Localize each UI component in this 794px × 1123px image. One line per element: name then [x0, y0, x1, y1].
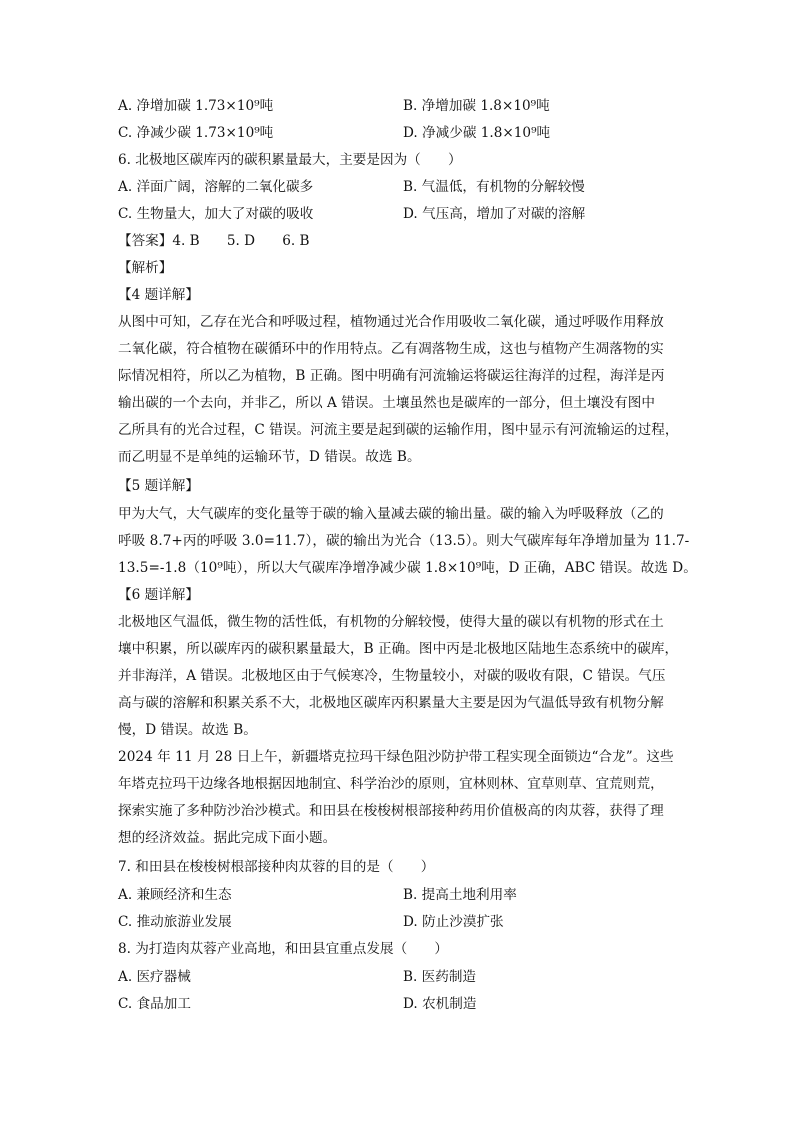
- q4-detail-line: 输出碳的一个去向，并非乙，所以 A 错误。土壤虽然也是碳库的一部分，但土壤没有图中: [118, 395, 656, 411]
- option-q7-b: B. 提高土地利用率: [403, 887, 517, 903]
- q6-detail-line: 北极地区气温低，微生物的活性低，有机物的分解较慢，使得大量的碳以有机物的形式在土: [118, 614, 664, 630]
- q5-detail-line: 甲为大气，大气碳库的变化量等于碳的输入量减去碳的输出量。碳的输入为呼吸释放（乙的: [118, 506, 664, 522]
- option-q5-d: D. 净减少碳 1.8×10⁹吨: [403, 125, 551, 141]
- option-q7-c: C. 推动旅游业发展: [118, 914, 232, 930]
- passage-line: 2024 年 11 月 28 日上午，新疆塔克拉玛干绿色阻沙防护带工程实现全面锁边“合龙”。这些: [118, 749, 674, 765]
- q6-detail-line: 高与碳的溶解和积累关系不大，北极地区碳库丙积累量大主要是因为气温低导致有机物分解: [118, 695, 664, 711]
- option-q6-c: C. 生物量大，加大了对碳的吸收: [118, 206, 314, 222]
- q6-detail-line: 壤中积累，所以碳库丙的碳积累量最大，B 正确。图中丙是北极地区陆地生态系统中的碳库，: [118, 641, 679, 657]
- answer-line: 【答案】4. B 5. D 6. B: [118, 233, 310, 249]
- option-q6-a: A. 洋面广阔，溶解的二氧化碳多: [118, 179, 314, 195]
- q4-detail-line: 际情况相符，所以乙为植物，B 正确。图中明确有河流输运将碳运往海洋的过程，海洋是丙: [118, 368, 665, 384]
- option-q5-c: C. 净减少碳 1.73×10⁹吨: [118, 125, 274, 141]
- option-q6-b: B. 气温低，有机物的分解较慢: [403, 179, 585, 195]
- passage-line: 探索实施了多种防沙治沙模式。和田县在梭梭树根部接种药用价值极高的肉苁蓉，获得了理: [118, 803, 664, 819]
- option-q7-a: A. 兼顾经济和生态: [118, 887, 232, 903]
- q6-detail-heading: 【6 题详解】: [118, 587, 199, 603]
- analysis-heading: 【解析】: [118, 260, 173, 276]
- passage-line: 年塔克拉玛干边缘各地根据因地制宜、科学治沙的原则，宜林则林、宜草则草、宜荒则荒，: [118, 776, 664, 792]
- passage-line: 想的经济效益。据此完成下面小题。: [118, 830, 337, 846]
- q4-detail-line: 而乙明显不是单纯的运输环节，D 错误。故选 B。: [118, 449, 421, 465]
- q6-detail-line: 慢，D 错误。故选 B。: [118, 722, 257, 738]
- option-q7-d: D. 防止沙漠扩张: [403, 914, 504, 930]
- q6-detail-line: 并非海洋，A 错误。北极地区由于气候寒冷，生物量较小，对碳的吸收有限，C 错误。气压: [118, 668, 666, 684]
- q4-detail-line: 乙所具有的光合过程，C 错误。河流主要是起到碳的运输作用，图中显示有河流输运的过程，: [118, 422, 679, 438]
- option-q8-b: B. 医药制造: [403, 969, 477, 985]
- q5-detail-line: 呼吸 8.7+丙的呼吸 3.0=11.7），碳的输出为光合（13.5）。则大气碳库每年净增加量为 11.7-: [118, 533, 690, 549]
- question-7-stem: 7. 和田县在梭梭树根部接种肉苁蓉的目的是（ ）: [118, 859, 435, 875]
- option-q5-a: A. 净增加碳 1.73×10⁹吨: [118, 98, 274, 114]
- q5-detail-heading: 【5 题详解】: [118, 478, 199, 494]
- question-6-stem: 6. 北极地区碳库丙的碳积累量最大，主要是因为（ ）: [118, 152, 462, 168]
- option-q8-d: D. 农机制造: [403, 996, 477, 1012]
- option-q8-a: A. 医疗器械: [118, 969, 191, 985]
- question-8-stem: 8. 为打造肉苁蓉产业高地，和田县宜重点发展（ ）: [118, 941, 448, 957]
- q4-detail-line: 从图中可知，乙存在光合和呼吸过程，植物通过光合作用吸收二氧化碳，通过呼吸作用释放: [118, 314, 664, 330]
- q5-detail-line: 13.5=-1.8（10⁹吨），所以大气碳库净增净减少碳 1.8×10⁹吨，D 正确，ABC 错误。故选 D。: [118, 560, 697, 576]
- option-q8-c: C. 食品加工: [118, 996, 191, 1012]
- q4-detail-line: 二氧化碳，符合植物在碳循环中的作用特点。乙有凋落物生成，这也与植物产生凋落物的实: [118, 341, 664, 357]
- option-q6-d: D. 气压高，增加了对碳的溶解: [403, 206, 586, 222]
- option-q5-b: B. 净增加碳 1.8×10⁹吨: [403, 98, 550, 114]
- q4-detail-heading: 【4 题详解】: [118, 287, 199, 303]
